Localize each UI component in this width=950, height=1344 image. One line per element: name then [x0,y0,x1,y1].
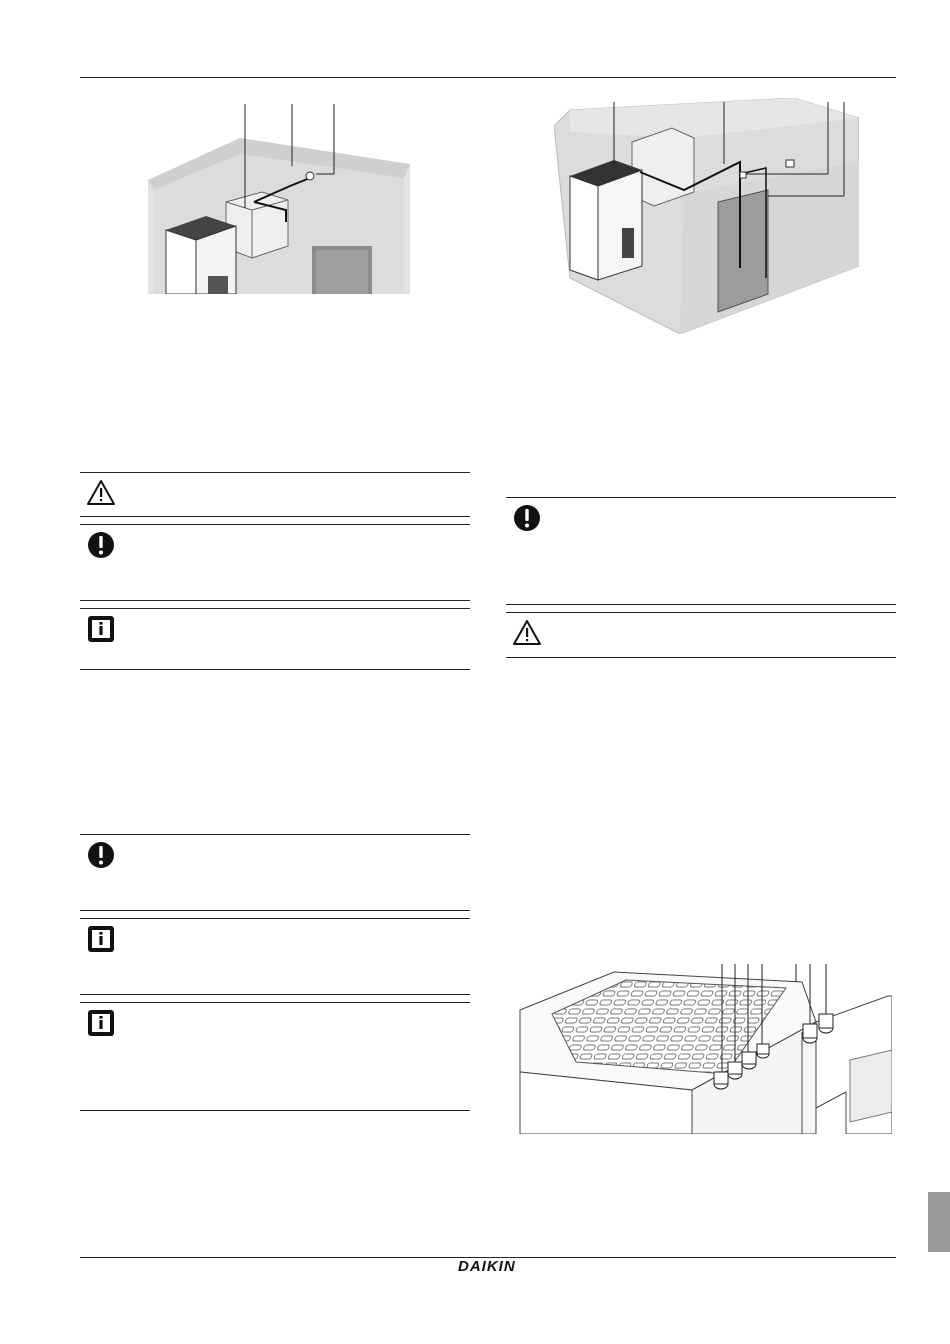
figure-unit-roof-left [140,98,410,294]
header-rule [80,77,896,78]
information-icon [86,924,116,954]
information-icon [86,614,116,644]
information-notice-3 [80,1002,470,1111]
warning-triangle-icon [86,478,116,508]
caution-notice-3 [506,497,896,605]
exclamation-circle-icon [512,503,542,533]
daikin-logo: DAIKIN [458,1258,516,1275]
information-icon [86,1008,116,1038]
section-side-tab [928,1192,950,1252]
warning-triangle-icon [512,618,542,648]
exclamation-circle-icon [86,530,116,560]
caution-notice-2 [80,834,470,911]
information-notice-2 [80,918,470,995]
figure-unit-room-right [554,98,859,334]
figure-unit-top-cable-glands [516,962,892,1134]
warning-notice-1 [80,472,470,517]
exclamation-circle-icon [86,840,116,870]
warning-notice-2 [506,612,896,658]
caution-notice-1 [80,524,470,601]
information-notice-1 [80,608,470,670]
